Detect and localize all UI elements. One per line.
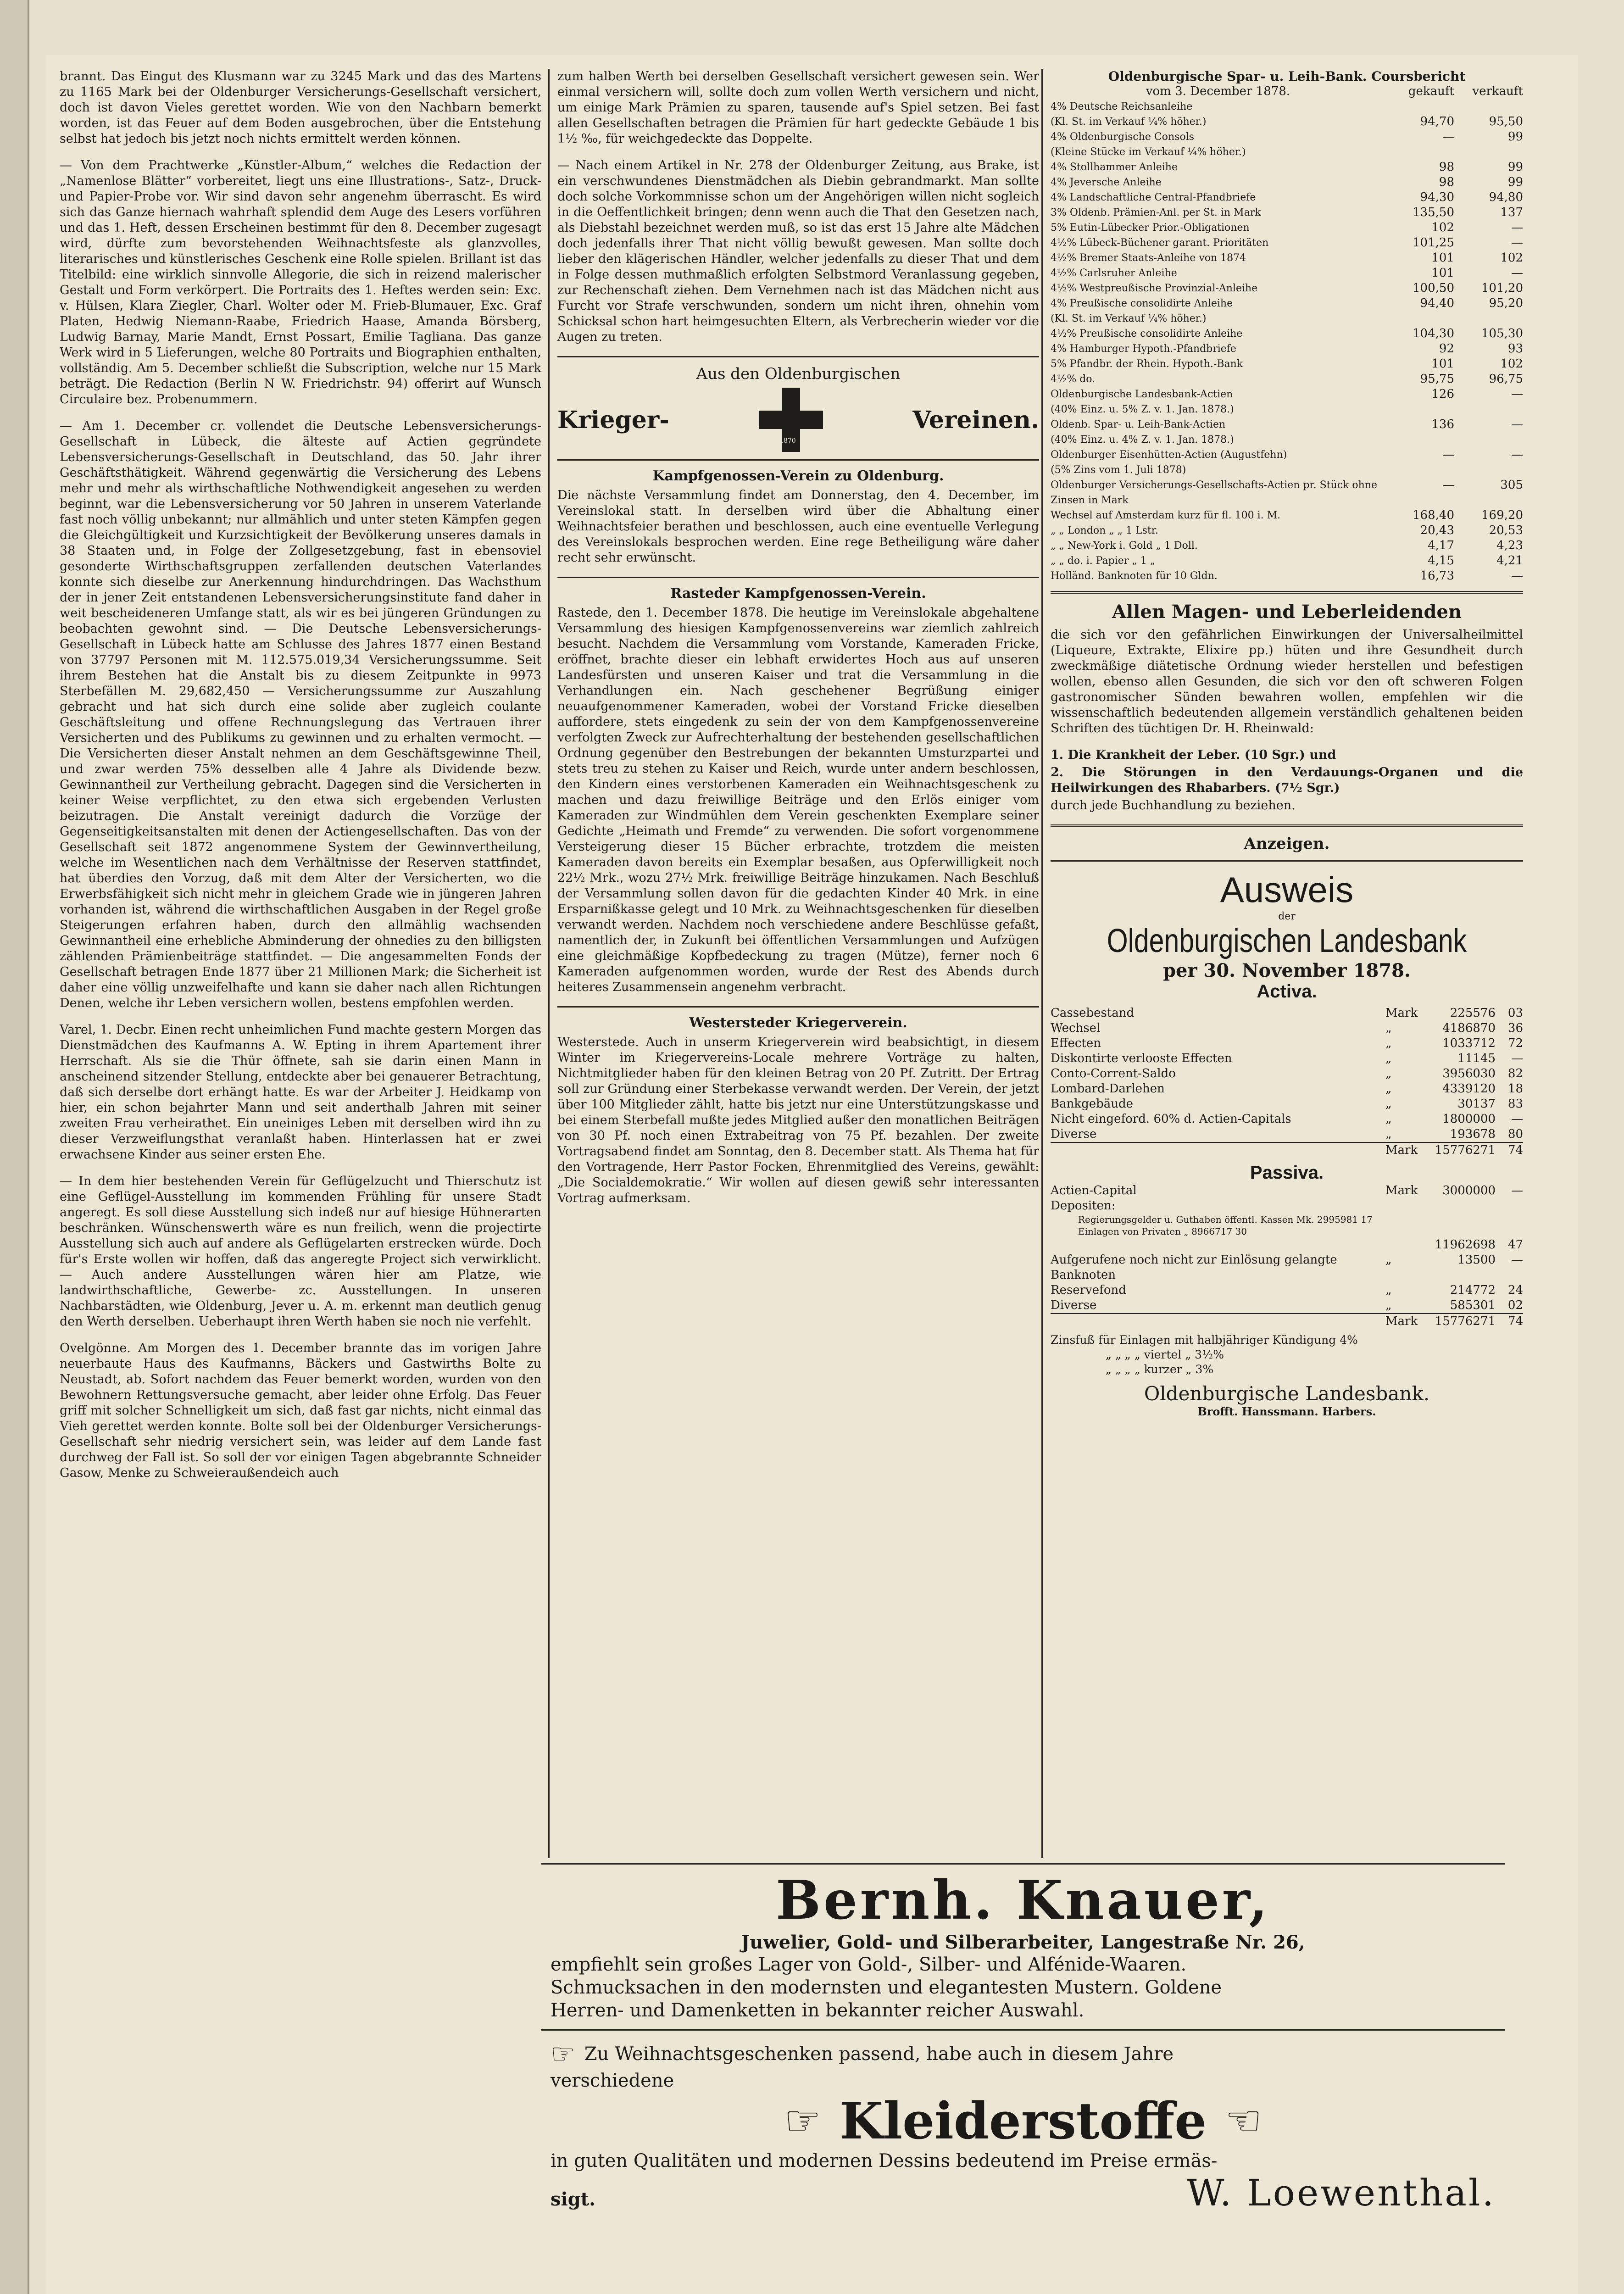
passiva-row: Diverse „ 585301 02 xyxy=(1051,1298,1523,1312)
magen-title: Allen Magen- und Leberleidenden xyxy=(1112,601,1462,623)
knauer-subtitle: Juwelier, Gold- und Silberarbeiter, Langestraße Nr. 26, xyxy=(741,1932,1305,1953)
kurs-row: 3% Oldenb. Prämien-Anl. per St. in Mark 135,50 137 xyxy=(1051,206,1523,219)
passiva-table xyxy=(1051,1253,1523,1313)
divider xyxy=(541,2029,1505,2031)
kurs-row: Wechsel auf Amsterdam kurz für fl. 100 i. M. 168,40 169,20 xyxy=(1051,508,1523,522)
kurs-row: 4½% Carlsruher Anleihe 101 — xyxy=(1051,266,1523,280)
article-oldenburg-verein: Die nächste Versammlung findet am Donnerstag, den 4. December, im Vereinslokal statt. In derselben wird über die Abhaltung einer Weihnachtsfeier berathen und beschlossen, auch eine eventuelle Verlegung des Vereinslokals besprochen werden. Eine rege Betheiligung wäre daher recht sehr erwünscht. xyxy=(557,488,1039,565)
activa-row: Effecten „ 1033712 72 xyxy=(1051,1036,1523,1050)
kurs-row: Holländ. Banknoten für 10 Gldn. 16,73 — xyxy=(1051,569,1523,583)
activa-row: Wechsel „ 4186870 36 xyxy=(1051,1021,1523,1035)
kurs-row: (40% Einz. u. 5% Z. v. 1. Jan. 1878.) xyxy=(1051,404,1234,415)
bank-officers: Brofft. Hanssmann. Harbers. xyxy=(1197,1405,1376,1418)
activa-row: Nicht eingeford. 60% d. Actien-Capitals „ 1800000 — xyxy=(1051,1112,1523,1126)
activa-heading: Activa. xyxy=(1257,981,1317,1002)
article-rastede: Rastede, den 1. December 1878. Die heutige im Vereinslokale abgehaltene Versammlung des hiesigen Kampfgenossenvereins war ziemlich zahlreich besucht. Nachdem die Versammlung vom Vorstande, Kameraden Fricke, eröffnet, brachte dieser ein lebhaft erwidertes Hoch aus auf unseren Landesfürsten und unseren Kaiser und trat die Versammlung in die Verhandlungen ein. Nach geschehener Begrüßung einiger neuaufgenommener Kameraden, wobei der Vorstand Fricke dieselben auffordere, stets eingedenk zu sein der von dem Kampfgenossenvereine verfolgten Zweck zur Aufrechterhaltung der bestehenden gesellschaftlichen Ordnung gegenüber den Bestrebungen der bekannten Umsturzpartei und stets treu zu stehen zu Kaiser und Reich, wurde unter andern beschlossen, den Kindern eines verstorbenen Kameraden ein Weihnachtsgeschenk zu machen und dazu freiwillige Beiträge und den Erlös einiger vom Kameraden zur Windmühlen dem Verein geschenkten Exemplare seiner Gedichte „Heimath und Fremde“ zu verwenden. Die sofort vorgenommene Versteigerung dieser 15 Bücher erbrachte, trotzdem die meisten Kameraden davon bereits ein Exemplar besaßen, aus Opferwilligkeit noch 22½ Mrk., wozu 27½ Mrk. freiwillige Beiträge hinzukamen. Nach Beschluß der Versammlung sollen davon für die gedachten Kinder 40 Mrk. in eine Ersparnißkasse gelegt und 10 Mrk. zu Weihnachtsgeschenken für dieselben verwandt werden. Nachdem noch verschiedene andere Beschlüsse gefaßt, namentlich der, in Zukunft bei öffentlichen Versammlungen und Aufzügen eine gleichmäßige Kopfbedeckung zu tragen (Mütze), ferner noch 6 Kameraden aufgenommen worden, wurde der Rest des Abends durch heiteres Zusammensein angenehm verbracht. xyxy=(557,606,1039,994)
kurs-row: 4% Stollhammer Anleihe 98 99 xyxy=(1051,160,1523,174)
activa-table xyxy=(1051,1006,1523,1142)
article-ovelgoenne: Ovelgönne. Am Morgen des 1. December brannte das im vorigen Jahre neuerbaute Haus des Kaufmanns, Bäckers und Gastwirths Bolte zu Neustadt, ab. Sofort nachdem das Feuer bemerkt worden, wurden von den Bewohnern Rettungsversuche gemacht, aber leider ohne Erfolg. Das Feuer griff mit solcher Schnelligkeit um sich, daß fast gar nichts, nicht einmal das Vieh gerettet werden konnte. Bolte soll bei der Oldenburger Versicherungs-Gesellschaft sehr niedrig versichert sein, was leider auf dem Lande fast durchweg der Fall ist. So soll der vor einigen Tagen abgebrannte Schneider Gasow, Menke zu Schweieraußendeich auch xyxy=(60,1341,541,1480)
ausweis-der: der xyxy=(1278,911,1296,922)
column-divider xyxy=(548,69,550,1858)
divider xyxy=(557,1006,1039,1008)
magen-item-2: 2. Die Störungen in den Verdauungs-Organen und die Heilwirkungen des Rhabarbers. (7½ Sgr.) xyxy=(1051,765,1523,795)
article-versicherung-cont: zum halben Werth bei derselben Gesellschaft versichert gewesen sein. Wer einmal versichern will, sollte doch zum vollen Werth versichern und nicht, um einige Mark Prämien zu sparen, tausende auf's Spiel setzen. Bei fast allen Gesellschaften betragen die Prämien für hart gedeckte Gebäude 1 bis 1½ ‰, für weichgedeckte das Doppelte. xyxy=(557,69,1039,146)
activa-row: Diskontirte verlooste Effecten „ 11145 — xyxy=(1051,1052,1523,1065)
kurs-row: 4½% Preußische consolidirte Anleihe 104,30 105,30 xyxy=(1051,327,1523,340)
kurs-subheader: vom 3. December 1878. gekauft verkauft xyxy=(1146,84,1523,98)
knauer-name: Bernh. Knauer, xyxy=(776,1869,1270,1932)
ausweis-date: per 30. November 1878. xyxy=(1163,960,1411,981)
activa-row: Lombard-Darlehen „ 4339120 18 xyxy=(1051,1082,1523,1096)
passiva-row: Reservefond „ 214772 24 xyxy=(1051,1283,1523,1297)
kurs-row: „ „ New-York i. Gold „ 1 Doll. 4,17 4,23 xyxy=(1051,539,1523,552)
bank-name: Oldenburgischen Landesbank xyxy=(1107,923,1467,959)
divider xyxy=(1051,824,1523,827)
kurs-row: (40% Einz. u. 4% Z. v. 1. Jan. 1878.) xyxy=(1051,434,1234,445)
anzeigen-heading: Anzeigen. xyxy=(1244,835,1330,853)
kurs-row: 4½% Westpreußische Provinzial-Anleihe 100,50 101,20 xyxy=(1051,281,1523,295)
passiva-row: Aufgerufene noch nicht zur Einlösung gelangte Banknoten „ 13500 — xyxy=(1051,1253,1523,1282)
magen-item-3: durch jede Buchhandlung zu beziehen. xyxy=(1051,798,1296,813)
ausweis-title: Ausweis xyxy=(1220,869,1354,910)
kurs-table xyxy=(1051,99,1523,584)
divider xyxy=(1051,591,1523,594)
kurs-row: Oldenburgische Landesbank-Actien 126 — xyxy=(1051,387,1523,401)
article-brand: brannt. Das Eingut des Klusmann war zu 3245 Mark und das des Martens zu 1165 Mark bei der Oldenburger Versicherungs-Gesellschaft versichert, doch ist davon Vieles gerettet worden. Wie von den Nachbarn bemerkt worden, ist das Feuer auf dem Boden ausgebrochen, über die Entstehung selbst hat jedoch bis jetzt noch nichts ermittelt werden können. xyxy=(60,69,541,146)
kurs-row: 4% Oldenburgische Consols — 99 xyxy=(1051,130,1523,144)
krieger-left: Krieger- xyxy=(557,406,669,434)
loewenthal-signature-row xyxy=(541,2172,1505,2214)
article-gefluegel: — In dem hier bestehenden Verein für Geflügelzucht und Thierschutz ist eine Geflügel-Ausstellung im kommenden Frühling für unsere Stadt angeregt. Es soll diese Ausstellung sich indeß nur auf hiesige Hühnerarten beschränken. Wünschenswerth wäre es nun freilich, wenn die projectirte Ausstellung sich auch auf andere als Geflügelarten erstrecken würde. Doch für's Erste wollen wir hoffen, daß das angeregte Project sich verwirklicht. — Auch andere Ausstellungen wären hier am Platze, wie landwirthschaftliche, Gewerbe- zc. Ausstellungen. In unseren Nachbarstädten, wie Oldenburg, Jever u. A. m. erkennt man deutlich genug den Werth derselben. Ueberhaupt ihren Werth haben sie noch nie verfehlt. xyxy=(60,1174,541,1329)
pointing-hand-icon: ☞ xyxy=(784,2097,821,2145)
kurs-row: 4% Preußische consolidirte Anleihe 94,40 95,20 xyxy=(1051,296,1523,310)
depositen-total: 11962698 47 xyxy=(1435,1238,1523,1252)
knauer-line-2: Schmucksachen in den modernsten und elegantesten Mustern. Goldene xyxy=(551,1977,1222,1998)
divider xyxy=(557,356,1039,357)
knauer-line-1: empfiehlt sein großes Lager von Gold-, Silber- und Alfénide-Waaren. xyxy=(551,1954,1187,1975)
kurs-row: 4½% Bremer Staats-Anleihe von 1874 101 102 xyxy=(1051,251,1523,265)
knauer-line-3: Herren- und Damenketten in bekannter reicher Auswahl. xyxy=(551,2000,1085,2021)
activa-total: Mark 15776271 74 xyxy=(1051,1142,1523,1158)
pointing-hand-left-icon: ☜ xyxy=(1225,2097,1262,2145)
kurs-row: (Kl. St. im Verkauf ¼% höher.) 94,70 95,50 xyxy=(1051,115,1523,128)
magen-item-1: 1. Die Krankheit der Leber. (10 Sgr.) und xyxy=(1051,748,1336,762)
kurs-row: 4% Landschaftliche Central-Pfandbriefe 94,30 94,80 xyxy=(1051,190,1523,204)
kurs-title: Oldenburgische Spar- u. Leih-Bank. Coursbericht xyxy=(1108,69,1466,84)
loewenthal-name: W. Loewenthal. xyxy=(1186,2172,1496,2214)
bank-signature: Oldenburgische Landesbank. xyxy=(1144,1382,1430,1405)
activa-row: Conto-Corrent-Saldo „ 3956030 82 xyxy=(1051,1067,1523,1080)
pointing-hand-icon: ☞ xyxy=(551,2038,575,2070)
kurs-row: 4% Deutsche Reichsanleihe xyxy=(1051,101,1193,112)
kurs-row: 4½% do. 95,75 96,75 xyxy=(1051,372,1523,386)
kurs-row: Oldenburger Eisenhütten-Actien (Augustfehn) — — xyxy=(1051,448,1523,462)
krieger-header: Aus den Oldenburgischen xyxy=(696,365,901,383)
activa-row: Bankgebäude „ 30137 83 xyxy=(1051,1097,1523,1111)
kurs-row: 4½% Lübeck-Büchener garant. Prioritäten 101,25 — xyxy=(1051,236,1523,250)
kleiderstoffe-banner xyxy=(541,2091,1505,2150)
kurs-row: Oldenb. Spar- u. Leih-Bank-Actien 136 — xyxy=(1051,418,1523,431)
zins-line-3: „ „ „ „ kurzer „ 3% xyxy=(1106,1363,1214,1376)
kurs-row: 4% Jeversche Anleihe 98 99 xyxy=(1051,175,1523,189)
actien-capital-row: Actien-Capital Mark 3000000 — xyxy=(1051,1184,1523,1197)
left-page-edge xyxy=(0,0,29,2294)
divider xyxy=(557,459,1039,461)
weihnacht-line: Zu Weihnachtsgeschenken passend, habe auch in diesem Jahre xyxy=(584,2043,1174,2065)
kurs-row: (Kl. St. im Verkauf ¼% höher.) xyxy=(1051,313,1207,324)
kurs-row: 5% Eutin-Lübecker Prior.-Obligationen 102 — xyxy=(1051,221,1523,234)
article-varel: Varel, 1. Decbr. Einen recht unheimlichen Fund machte gestern Morgen das Dienstmädchen des Kaufmanns A. W. Epting in ihrem Apartement ihrer Herrschaft. Als sie die Thür öffnete, sah sie darin einen Mann in anscheinend sitzender Stellung, entdeckte aber bei genauerer Betrachtung, daß sich derselbe dort erhängt hatte. Es war der Arbeiter J. Heidkamp von hier, ein schon bejahrter Mann und seit anderthalb Jahren mit seiner zweiten Frau verheirathet. Ein uneiniges Leben mit derselben wird ihn zu dieser Verzweiflungsthat veranlaßt haben. Hinterlassen hat er zwei erwachsene Kinder aus seiner ersten Ehe. xyxy=(60,1023,541,1162)
sigt: sigt. xyxy=(551,2188,596,2210)
passiva-heading: Passiva. xyxy=(1250,1163,1324,1183)
verschiedene: verschiedene xyxy=(551,2070,674,2091)
quality-line: in guten Qualitäten und modernen Dessins bedeutend im Preise ermäs- xyxy=(551,2150,1218,2172)
krieger-right: Vereinen. xyxy=(912,406,1039,434)
column-2 xyxy=(557,69,1039,1217)
kurs-row: „ „ do. i. Papier „ 1 „ 4,15 4,21 xyxy=(1051,554,1523,568)
bottom-advertisements xyxy=(541,1863,1505,2259)
magen-text: die sich vor den gefährlichen Einwirkungen der Universalheilmittel (Liqueure, Extrakte, Elixire pp.) hüten und ihre Gesundheit durch zweckmäßige diätetische Ordnung wieder herstellen und befestigen wollen, ebenso allen Gesunden, die sich vor den oft schweren Folgen gastronomischer Sünden bewahren wollen, empfehlen wir die wissenschaftlich bedeutenden allgemein verständlich gehaltenen beiden Schriften des tüchtigen Dr. H. Rheinwald: xyxy=(1051,628,1523,735)
loewenthal-ad xyxy=(541,2038,1505,2070)
kurs-row: 4% Hamburger Hypoth.-Pfandbriefe 92 93 xyxy=(1051,342,1523,356)
kurs-row: (5% Zins vom 1. Juli 1878) xyxy=(1051,464,1186,476)
cross-year: 1870 xyxy=(779,437,796,445)
divider xyxy=(557,577,1039,578)
column-1 xyxy=(60,69,541,1492)
article-westerstede: Westerstede. Auch in unserm Kriegerverein wird beabsichtigt, in diesem Winter im Kriegervereins-Locale mehrere Vorträge zu halten, Nichtmitglieder haben für den kleinen Betrag von 20 Pf. Zutritt. Der Ertrag soll zur Gründung einer Sterbekasse verwandt werden. Der Verein, der jetzt über 100 Mitglieder zählt, hatte bis jetzt nur eine Unterstützungskasse und bei einem Sterbefall mußte jedes Mitglied außer den monatlichen Beiträgen von 30 Pf. noch einen Extrabeitrag von 75 Pf. bezahlen. Der zweite Vortragsabend findet am Sonntag, den 8. December statt. Als Thema hat für den Vortragende, Herr Pastor Focken, Ehrenmitglied des Vereins, gewählt: „Die Socialdemokratie.“ Wir wollen auf diesen gewiß sehr interessanten Vortrag aufmerksam. xyxy=(557,1035,1039,1205)
activa-row: Diverse „ 193678 80 xyxy=(1051,1127,1523,1141)
kurs-row: „ „ London „ „ 1 Lstr. 20,43 20,53 xyxy=(1051,523,1523,537)
heading-westerstede: Westersteder Kriegerverein. xyxy=(689,1015,907,1031)
activa-row: Cassebestand Mark 225576 03 xyxy=(1051,1006,1523,1020)
depositen-2: Einlagen von Privaten „ 8966717 30 xyxy=(1078,1226,1247,1237)
iron-cross-icon xyxy=(759,388,823,452)
kleiderstoffe-title: Kleiderstoffe xyxy=(839,2091,1207,2150)
zins-line-1: Zinsfuß für Einlagen mit halbjähriger Kündigung 4% xyxy=(1051,1333,1358,1347)
article-kuenstler-album: — Von dem Prachtwerke „Künstler-Album,“ welches die Redaction der „Namenlose Blätter“ vorbereitet, liegt uns eine Illustrations-, Satz-, Druck- und Papier-Probe vor. Wir sind davon sehr angenehm überrascht. Es wird sich das Ganze hiernach wahrhaft splendid dem Auge des Lesers vorführen und das 1. Heft, dessen Erscheinen bestimmt für den 8. December zugesagt wird, dürfte zum bevorstehenden Weihnachtsfeste als glanzvolles, literarisches und künstlerisches Geschenk eine Rolle spielen. Brillant ist das Titelbild: eine wirklich sinnvolle Allegorie, die sich in reizend malerischer Gestalt und Form verkörpert. Die Portraits des 1. Heftes werden sein: Exc. v. Hülsen, Klara Ziegler, Charl. Wolter oder M. Frieb-Blumauer, Exc. Graf Platen, Hedwig Niemann-Raabe, Friedrich Haase, Amanda Börsberg, Ludwig Barnay, Marie Mandt, Ernst Possart, Emilie Tagliana. Das ganze Werk wird in 5 Lieferungen, welche 80 Portraits und Biographien enthalten, vollständig. Am 5. December schließt die Subscription, welche nur 15 Mark beträgt. Die Redaction (Berlin N W. Friedrichstr. 94) offerirt auf Wunsch Circulaire bez. Probenummern. xyxy=(60,158,541,406)
kurs-row: 5% Pfandbr. der Rhein. Hypoth.-Bank 101 102 xyxy=(1051,357,1523,371)
article-lebensversicherung: — Am 1. December cr. vollendet die Deutsche Lebensversicherungs-Gesellschaft in Lübeck, die älteste auf Actien gegründete Lebensversicherungs-Gesellschaft in Deutschland, das 50. Jahr ihrer Geschäftsthätigkeit. Während gegenwärtig die Versicherung des Lebens mehr und mehr als wirthschaftliche Nothwendigkeit angesehen zu werden beginnt, war die Lebensversicherung vor 50 Jahren in unserem Vaterlande fast noch völlig unbekannt; nur allmählich und unter steten Kämpfen gegen die Gleichgültigkeit und Kurzsichtigkeit der Bevölkerung unseres damals in 38 Staaten und, in Folge der Zollgesetzgebung, fast in ebensoviel gesonderte Wirthschaftsgruppen zerfallenden deutschen Vaterlandes konnte sich dieselbe zur Anerkennung hindurchdringen. Das Wachsthum der in jener Zeit entstandenen Lebensversicherungsinstitute fand daher in weit bescheideneren Umfange statt, als wir es bei jüngeren Gründungen zu beobachten gewohnt sind. — Die Deutsche Lebensversicherungs-Gesellschaft in Lübeck hatte am Schlusse des Jahres 1877 einen Bestand von 37797 Personen mit M. 112.575.019,34 Versicherungssumme. Seit ihrem Bestehen hat die Anstalt bis zu diesem Zeitpunkte in 9973 Sterbefällen M. 29,682,450 — Versicherungssumme zur Auszahlung gebracht und hat sich durch eine solide aber zugleich coulante Geschäftsleitung und offene Rechnungslegung das Vertrauen ihrer Versicherten und des Publikums zu gewinnen und zu erhalten vermocht. — Die Versicherten dieser Anstalt nehmen an dem Geschäftsgewinne Theil, und zwar werden 75% desselben alle 4 Jahre als Dividende bezw. Gewinnantheil zur Vertheilung gebracht. Dagegen sind die Versicherten in keiner Weise verpflichtet, zu den etwa sich ergebenden Verlusten beizutragen. Die Anstalt vereinigt dadurch die Vorzüge der Gegenseitigkeitsanstalten mit denen der Actiengesellschaften. Das von der Gesellschaft seit 1872 angenommene System der Gewinnvertheilung, welche im Wesentlichen nach dem Verhältnisse der Reserven stattfindet, hat überdies den Vorzug, daß mit dem Alter der Versicherten, wo die Erwerbsfähigkeit sich nicht mehr in gleichem Grade wie in jüngeren Jahren vorhanden ist, während die wirthschaftlichen Ausgaben in der Regel große Steigerungen erfahren haben, durch den allmählig wachsenden Gewinnantheil eine erhebliche Abminderung der ohnedies zu den billigsten zählenden Prämienbeiträge stattfindet. — Die angesammelten Fonds der Gesellschaft betragen Ende 1877 über 21 Millionen Mark; die Sicherheit ist daher eine völlig unzweifelhafte und kann sie daher nach allen Richtungen Denen, welche ihr Leben versichern wollen, bestens empfohlen werden. xyxy=(60,419,541,1010)
depositen-1: Regierungsgelder u. Guthaben öffentl. Kassen Mk. 2995981 17 xyxy=(1078,1214,1373,1225)
heading-rastede: Rasteder Kampfgenossen-Verein. xyxy=(670,585,926,601)
divider xyxy=(1051,860,1523,862)
kurs-row: (Kleine Stücke im Verkauf ¼% höher.) xyxy=(1051,146,1246,158)
krieger-banner xyxy=(557,388,1039,452)
kurs-row: Oldenburger Versicherungs-Gesellschafts-Actien pr. Stück ohne Zinsen in Mark — 305 xyxy=(1051,478,1523,506)
zins-line-2: „ „ „ „ viertel „ 3½% xyxy=(1106,1348,1224,1361)
article-brake: — Nach einem Artikel in Nr. 278 der Oldenburger Zeitung, aus Brake, ist ein verschwundenes Dienstmädchen als Diebin gebrandmarkt. Man sollte doch solche Vorkommnisse schon um der Angehörigen willen nicht sogleich in die Oeffentlichkeit bringen; denn wenn auch die That den Gesetzen nach, als Diebstahl bezeichnet werden muß, so ist das erst 15 Jahre alte Mädchen doch jedenfalls ihrer That nicht völlig bewußt gewesen. Man sollte doch lieber den klägerischen Händler, welcher jedenfalls zu dieser That und dem in Folge dessen muthmaßlich erfolgten Selbstmord Veranlassung gegeben, zur Rechenschaft ziehen. Dem Vernehmen nach ist das Mädchen nicht aus Furcht vor Strafe verschwunden, sondern um nicht ihren, ohnehin vom Schicksal schon hart heimgesuchten Eltern, als Verbrecherin wieder vor die Augen zu treten. xyxy=(557,158,1039,344)
passiva-total: Mark 15776271 74 xyxy=(1051,1313,1523,1329)
depositen-label: Depositen: xyxy=(1051,1199,1116,1213)
column-3 xyxy=(1051,69,1523,1418)
heading-oldenburg: Kampfgenossen-Verein zu Oldenburg. xyxy=(652,468,944,484)
column-divider xyxy=(1041,69,1043,1858)
